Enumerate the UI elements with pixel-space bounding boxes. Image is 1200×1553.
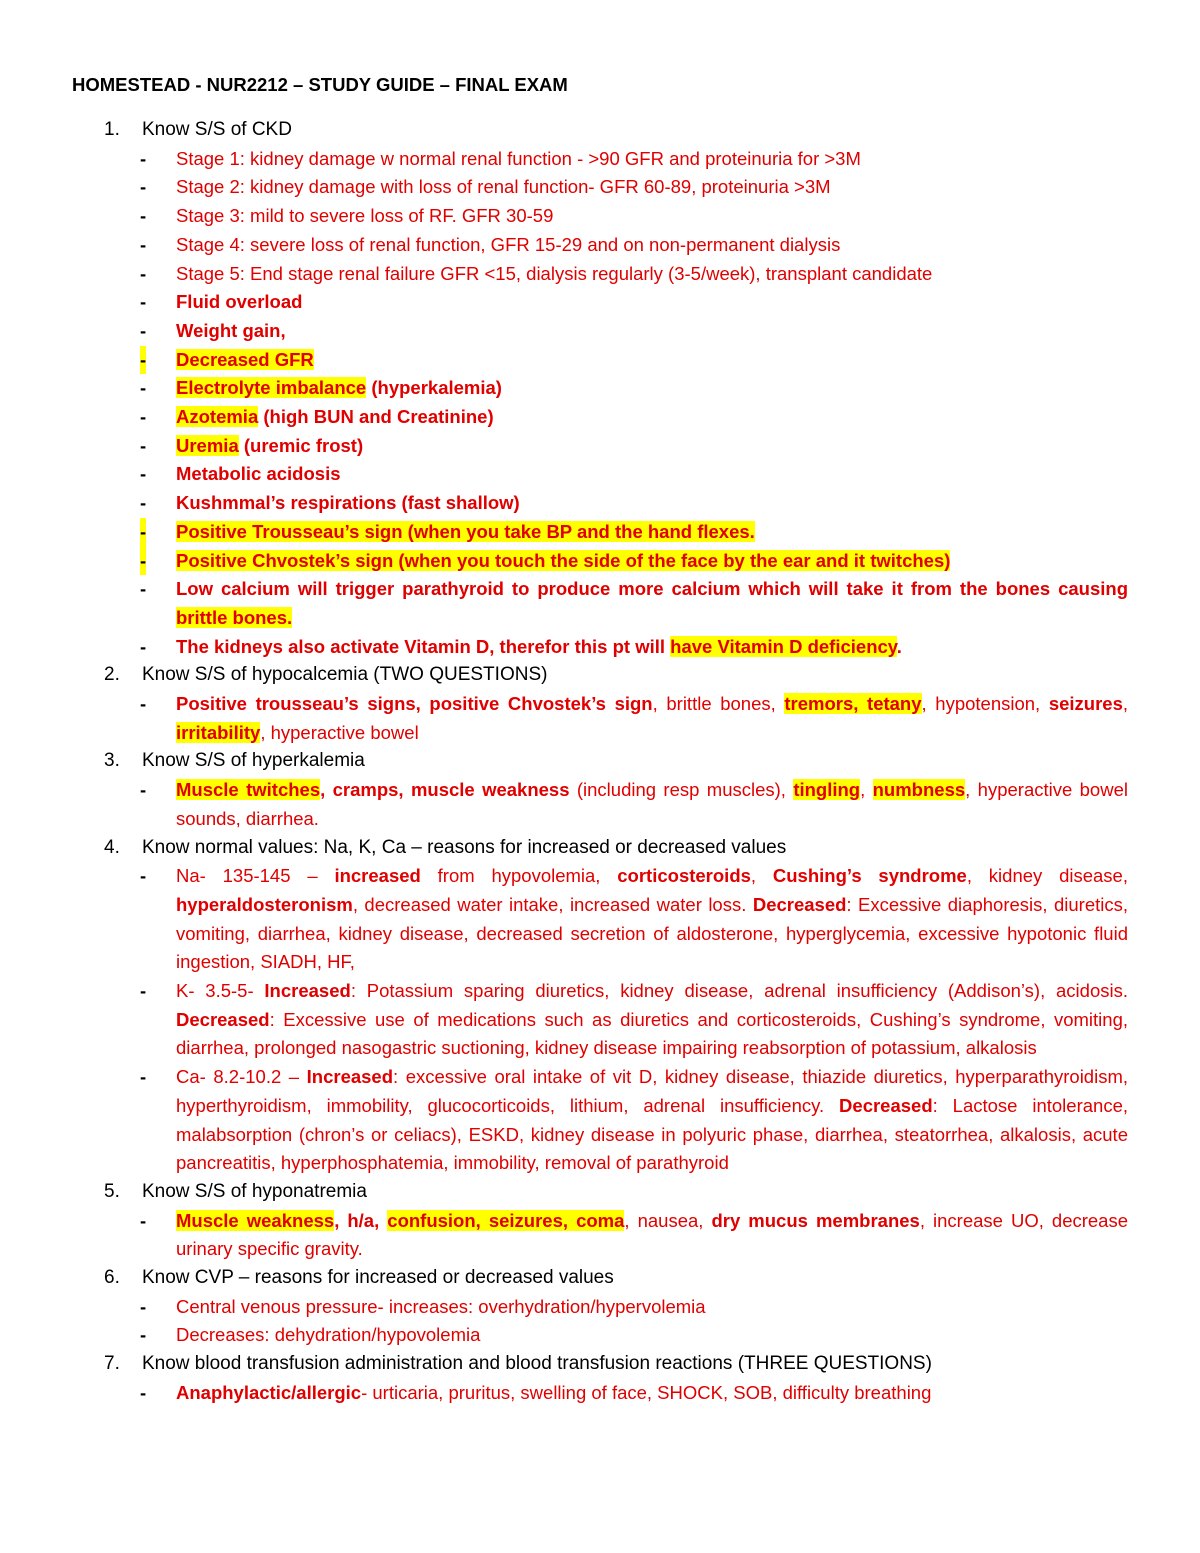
section-2 xyxy=(0,661,1200,747)
highlighted-text: Positive Trousseau’s sign (when you take BP and the hand flexes. xyxy=(176,520,755,542)
section-5 xyxy=(0,1178,1200,1264)
bullet-text: (high BUN and Creatinine) xyxy=(258,406,494,428)
bullet-text: Increased xyxy=(306,1066,394,1088)
bullet-text: Stage 2: kidney damage with loss of renal function- GFR 60-89, proteinuria >3M xyxy=(176,176,831,198)
bullet-text: dry mucus membranes xyxy=(711,1209,920,1231)
bullet-text: Anaphylactic/allergic xyxy=(176,1381,362,1403)
bullet-text: , decreased water intake, increased water loss. xyxy=(352,893,753,915)
bullet-dash-icon: - xyxy=(140,1295,147,1317)
highlighted-text: Muscle weakness xyxy=(176,1209,335,1231)
bullet-dash-icon: - xyxy=(140,291,147,313)
bullet-text: (hyperkalemia) xyxy=(366,377,502,399)
bullet-item xyxy=(0,260,1200,289)
bullet-item xyxy=(0,575,1200,632)
bullet-item xyxy=(0,633,1200,662)
bullet-dash-icon: - xyxy=(140,980,147,1002)
bullet-text: , h/a, xyxy=(334,1209,388,1231)
section-heading xyxy=(0,1178,1200,1207)
bullet-text: seizures xyxy=(1048,693,1123,715)
bullet-item xyxy=(0,231,1200,260)
section-heading xyxy=(0,747,1200,776)
section-number: 5. xyxy=(104,1180,120,1202)
section-heading-text: Know CVP – reasons for increased or decreased values xyxy=(142,1267,614,1289)
bullet-text: from hypovolemia, xyxy=(420,865,618,887)
bullet-text: Decreases: dehydration/hypovolemia xyxy=(176,1324,481,1346)
bullet-dash-icon: - xyxy=(140,406,147,428)
bullet-item xyxy=(0,346,1200,375)
section-number: 1. xyxy=(104,119,120,140)
bullet-dash-icon: - xyxy=(140,346,146,375)
bullet-text: Central venous pressure- increases: overhydration/hypervolemia xyxy=(176,1295,706,1317)
bullet-text: Decreased xyxy=(176,1008,270,1030)
highlighted-text: numbness xyxy=(872,779,966,801)
bullet-text: Metabolic acidosis xyxy=(176,463,341,485)
bullet-item xyxy=(0,489,1200,518)
section-3 xyxy=(0,747,1200,833)
bullet-dash-icon: - xyxy=(140,262,147,284)
bullet-text: Stage 1: kidney damage w normal renal function - >90 GFR and proteinuria for >3M xyxy=(176,147,861,169)
section-heading-text: Know S/S of hypocalcemia (TWO QUESTIONS) xyxy=(142,664,548,686)
highlighted-text: Azotemia xyxy=(176,406,259,428)
bullet-dash-icon: - xyxy=(140,492,147,514)
bullet-item xyxy=(0,173,1200,202)
bullet-text: Stage 4: severe loss of renal function, GFR 15-29 and on non-permanent dialysis xyxy=(176,233,841,255)
bullet-text: Decreased xyxy=(839,1094,933,1116)
section-1 xyxy=(0,116,1200,661)
section-heading-text: Know S/S of CKD xyxy=(142,119,292,140)
bullet-item xyxy=(0,288,1200,317)
highlighted-text: brittle bones. xyxy=(176,606,293,628)
bullet-text: Low calcium will trigger parathyroid to produce more calcium which will take it from the bones causing xyxy=(176,578,1128,600)
bullet-dash-icon: - xyxy=(140,578,147,600)
section-number: 7. xyxy=(104,1353,120,1375)
bullet-item xyxy=(0,374,1200,403)
bullet-text: Decreased xyxy=(752,893,847,915)
bullet-dash-icon: - xyxy=(140,1209,147,1231)
bullet-text: , hyperactive bowel xyxy=(260,721,419,743)
bullet-item xyxy=(0,460,1200,489)
section-heading xyxy=(0,116,1200,145)
bullet-text: corticosteroids xyxy=(617,865,751,887)
bullet-text: (including resp muscles), xyxy=(569,779,794,801)
section-number: 3. xyxy=(104,750,120,772)
bullet-text: - urticaria, pruritus, swelling of face, SHOCK, SOB, difficulty breathing xyxy=(361,1381,932,1403)
bullet-text: Increased xyxy=(264,980,351,1002)
bullet-item xyxy=(0,1293,1200,1322)
bullet-dash-icon: - xyxy=(140,319,147,341)
section-heading-text: Know S/S of hyperkalemia xyxy=(142,750,365,772)
section-number: 6. xyxy=(104,1267,120,1289)
highlighted-text: Muscle twitches xyxy=(176,779,321,801)
bullet-text: : Excessive use of medications such as diuretics and corticosteroids, Cushing’s syndrome, vomiting, diarrhea, prolonged nasogastric suctioning, kidney disease impairing reabsorption of potassium, alkalosis xyxy=(176,1008,1128,1059)
bullet-text: : Excessive diaphoresis, diuretics, vomiting, diarrhea, kidney disease, decreased secretion of aldosterone, hyperglycemia, excessive hypotonic fluid ingestion, SIADH, HF, xyxy=(176,893,1129,973)
bullet-text: Stage 5: End stage renal failure GFR <15, dialysis regularly (3-5/week), transplant candidate xyxy=(176,262,933,284)
bullet-text: K- 3.5-5- xyxy=(176,980,265,1002)
bullet-text: . xyxy=(896,635,902,657)
bullet-item xyxy=(0,432,1200,461)
section-heading-text: Know normal values: Na, K, Ca – reasons for increased or decreased values xyxy=(142,836,787,858)
section-heading xyxy=(0,834,1200,863)
bullet-dash-icon: - xyxy=(140,779,147,801)
section-heading-text: Know blood transfusion administration and blood transfusion reactions (THREE QUESTIONS) xyxy=(142,1353,932,1375)
section-heading xyxy=(0,1350,1200,1379)
section-heading xyxy=(0,1264,1200,1293)
bullet-item xyxy=(0,1379,1200,1408)
bullet-dash-icon: - xyxy=(140,147,147,169)
bullet-item xyxy=(0,403,1200,432)
bullet-dash-icon: - xyxy=(140,205,147,227)
bullet-dash-icon: - xyxy=(140,434,147,456)
bullet-text: , increase UO, decrease urinary specific gravity. xyxy=(176,1209,1129,1260)
bullet-text: Stage 3: mild to severe loss of RF. GFR 30-59 xyxy=(176,205,554,227)
bullet-dash-icon: - xyxy=(140,865,147,887)
bullet-dash-icon: - xyxy=(140,518,146,547)
bullet-dash-icon: - xyxy=(140,635,147,657)
highlighted-text: Positive Chvostek’s sign (when you touch the side of the face by the ear and it twitches) xyxy=(176,549,951,571)
bullet-dash-icon: - xyxy=(140,377,147,399)
highlighted-text: Decreased GFR xyxy=(176,348,314,370)
bullet-text: : Lactose intolerance, malabsorption (chron’s or celiacs), ESKD, kidney disease in polyuric phase, diarrhea, steatorrhea, alkalosis, acute pancreatitis, hyperphosphatemia, immobility, removal of parathyroid xyxy=(176,1094,1128,1174)
bullet-text: , hypotension, xyxy=(921,693,1049,715)
section-heading xyxy=(0,661,1200,690)
bullet-item xyxy=(0,202,1200,231)
section-heading-text: Know S/S of hyponatremia xyxy=(142,1180,367,1202)
bullet-text: hyperaldosteronism xyxy=(176,893,353,915)
bullet-dash-icon: - xyxy=(140,176,147,198)
bullet-text: Cushing’s syndrome xyxy=(772,865,967,887)
bullet-dash-icon: - xyxy=(140,463,147,485)
bullet-text: Positive trousseau’s signs, positive Chvostek’s sign xyxy=(176,693,653,715)
highlighted-text: tremors, tetany xyxy=(784,693,922,715)
bullet-text: Kushmmal’s respirations (fast shallow) xyxy=(176,492,520,514)
bullet-item xyxy=(0,317,1200,346)
bullet-item xyxy=(0,547,1200,576)
bullet-text: Na- 135-145 – xyxy=(176,865,335,887)
bullet-item xyxy=(0,1321,1200,1350)
highlighted-text: have Vitamin D deficiency xyxy=(670,635,897,657)
bullet-text: : excessive oral intake of vit D, kidney disease, thiazide diuretics, hyperparathyroidism, hyperthyroidism, immobility, glucocorticoids, lithium, adrenal insufficiency. xyxy=(176,1066,1129,1116)
bullet-text: The kidneys also activate Vitamin D, therefor this pt will xyxy=(176,635,671,657)
highlighted-text: tingling xyxy=(793,779,861,801)
bullet-dash-icon: - xyxy=(140,1324,147,1346)
section-number: 2. xyxy=(104,664,120,686)
bullet-text: , cramps, muscle weakness xyxy=(320,779,570,801)
bullet-text: Fluid overload xyxy=(176,291,303,313)
bullet-item xyxy=(0,862,1200,977)
bullet-item xyxy=(0,1207,1200,1264)
bullet-dash-icon: - xyxy=(140,547,146,576)
section-list xyxy=(0,116,1200,1408)
bullet-item xyxy=(0,977,1200,1063)
section-6 xyxy=(0,1264,1200,1350)
bullet-text: , brittle bones, xyxy=(652,693,785,715)
bullet-text: , kidney disease, xyxy=(966,865,1128,887)
bullet-dash-icon: - xyxy=(140,1381,147,1403)
highlighted-text: confusion, seizures, coma xyxy=(387,1209,625,1231)
bullet-text: , nausea, xyxy=(624,1209,712,1231)
bullet-item xyxy=(0,690,1200,747)
bullet-text: , xyxy=(1122,693,1129,715)
bullet-text: , xyxy=(860,779,873,801)
bullet-text: Ca- 8.2-10.2 – xyxy=(176,1066,307,1088)
highlighted-text: Uremia xyxy=(176,434,239,456)
page-title: HOMESTEAD - NUR2212 – STUDY GUIDE – FINAL EXAM xyxy=(72,74,568,95)
bullet-item xyxy=(0,518,1200,547)
section-7 xyxy=(0,1350,1200,1407)
bullet-text: increased xyxy=(334,865,421,887)
highlighted-text: irritability xyxy=(176,721,261,743)
bullet-text: Weight gain, xyxy=(176,319,286,341)
bullet-item xyxy=(0,776,1200,833)
bullet-text: , hyperactive bowel sounds, diarrhea. xyxy=(176,779,1128,829)
bullet-item xyxy=(0,1063,1200,1178)
bullet-text: : Potassium sparing diuretics, kidney disease, adrenal insufficiency (Addison’s), acidosis. xyxy=(350,980,1128,1002)
section-number: 4. xyxy=(104,836,120,858)
bullet-item xyxy=(0,145,1200,174)
bullet-text: (uremic frost) xyxy=(238,434,364,456)
bullet-dash-icon: - xyxy=(140,1066,147,1088)
bullet-dash-icon: - xyxy=(140,693,147,715)
highlighted-text: Electrolyte imbalance xyxy=(176,377,367,399)
section-4 xyxy=(0,834,1200,1178)
bullet-text: , xyxy=(750,865,773,887)
bullet-dash-icon: - xyxy=(140,233,147,255)
